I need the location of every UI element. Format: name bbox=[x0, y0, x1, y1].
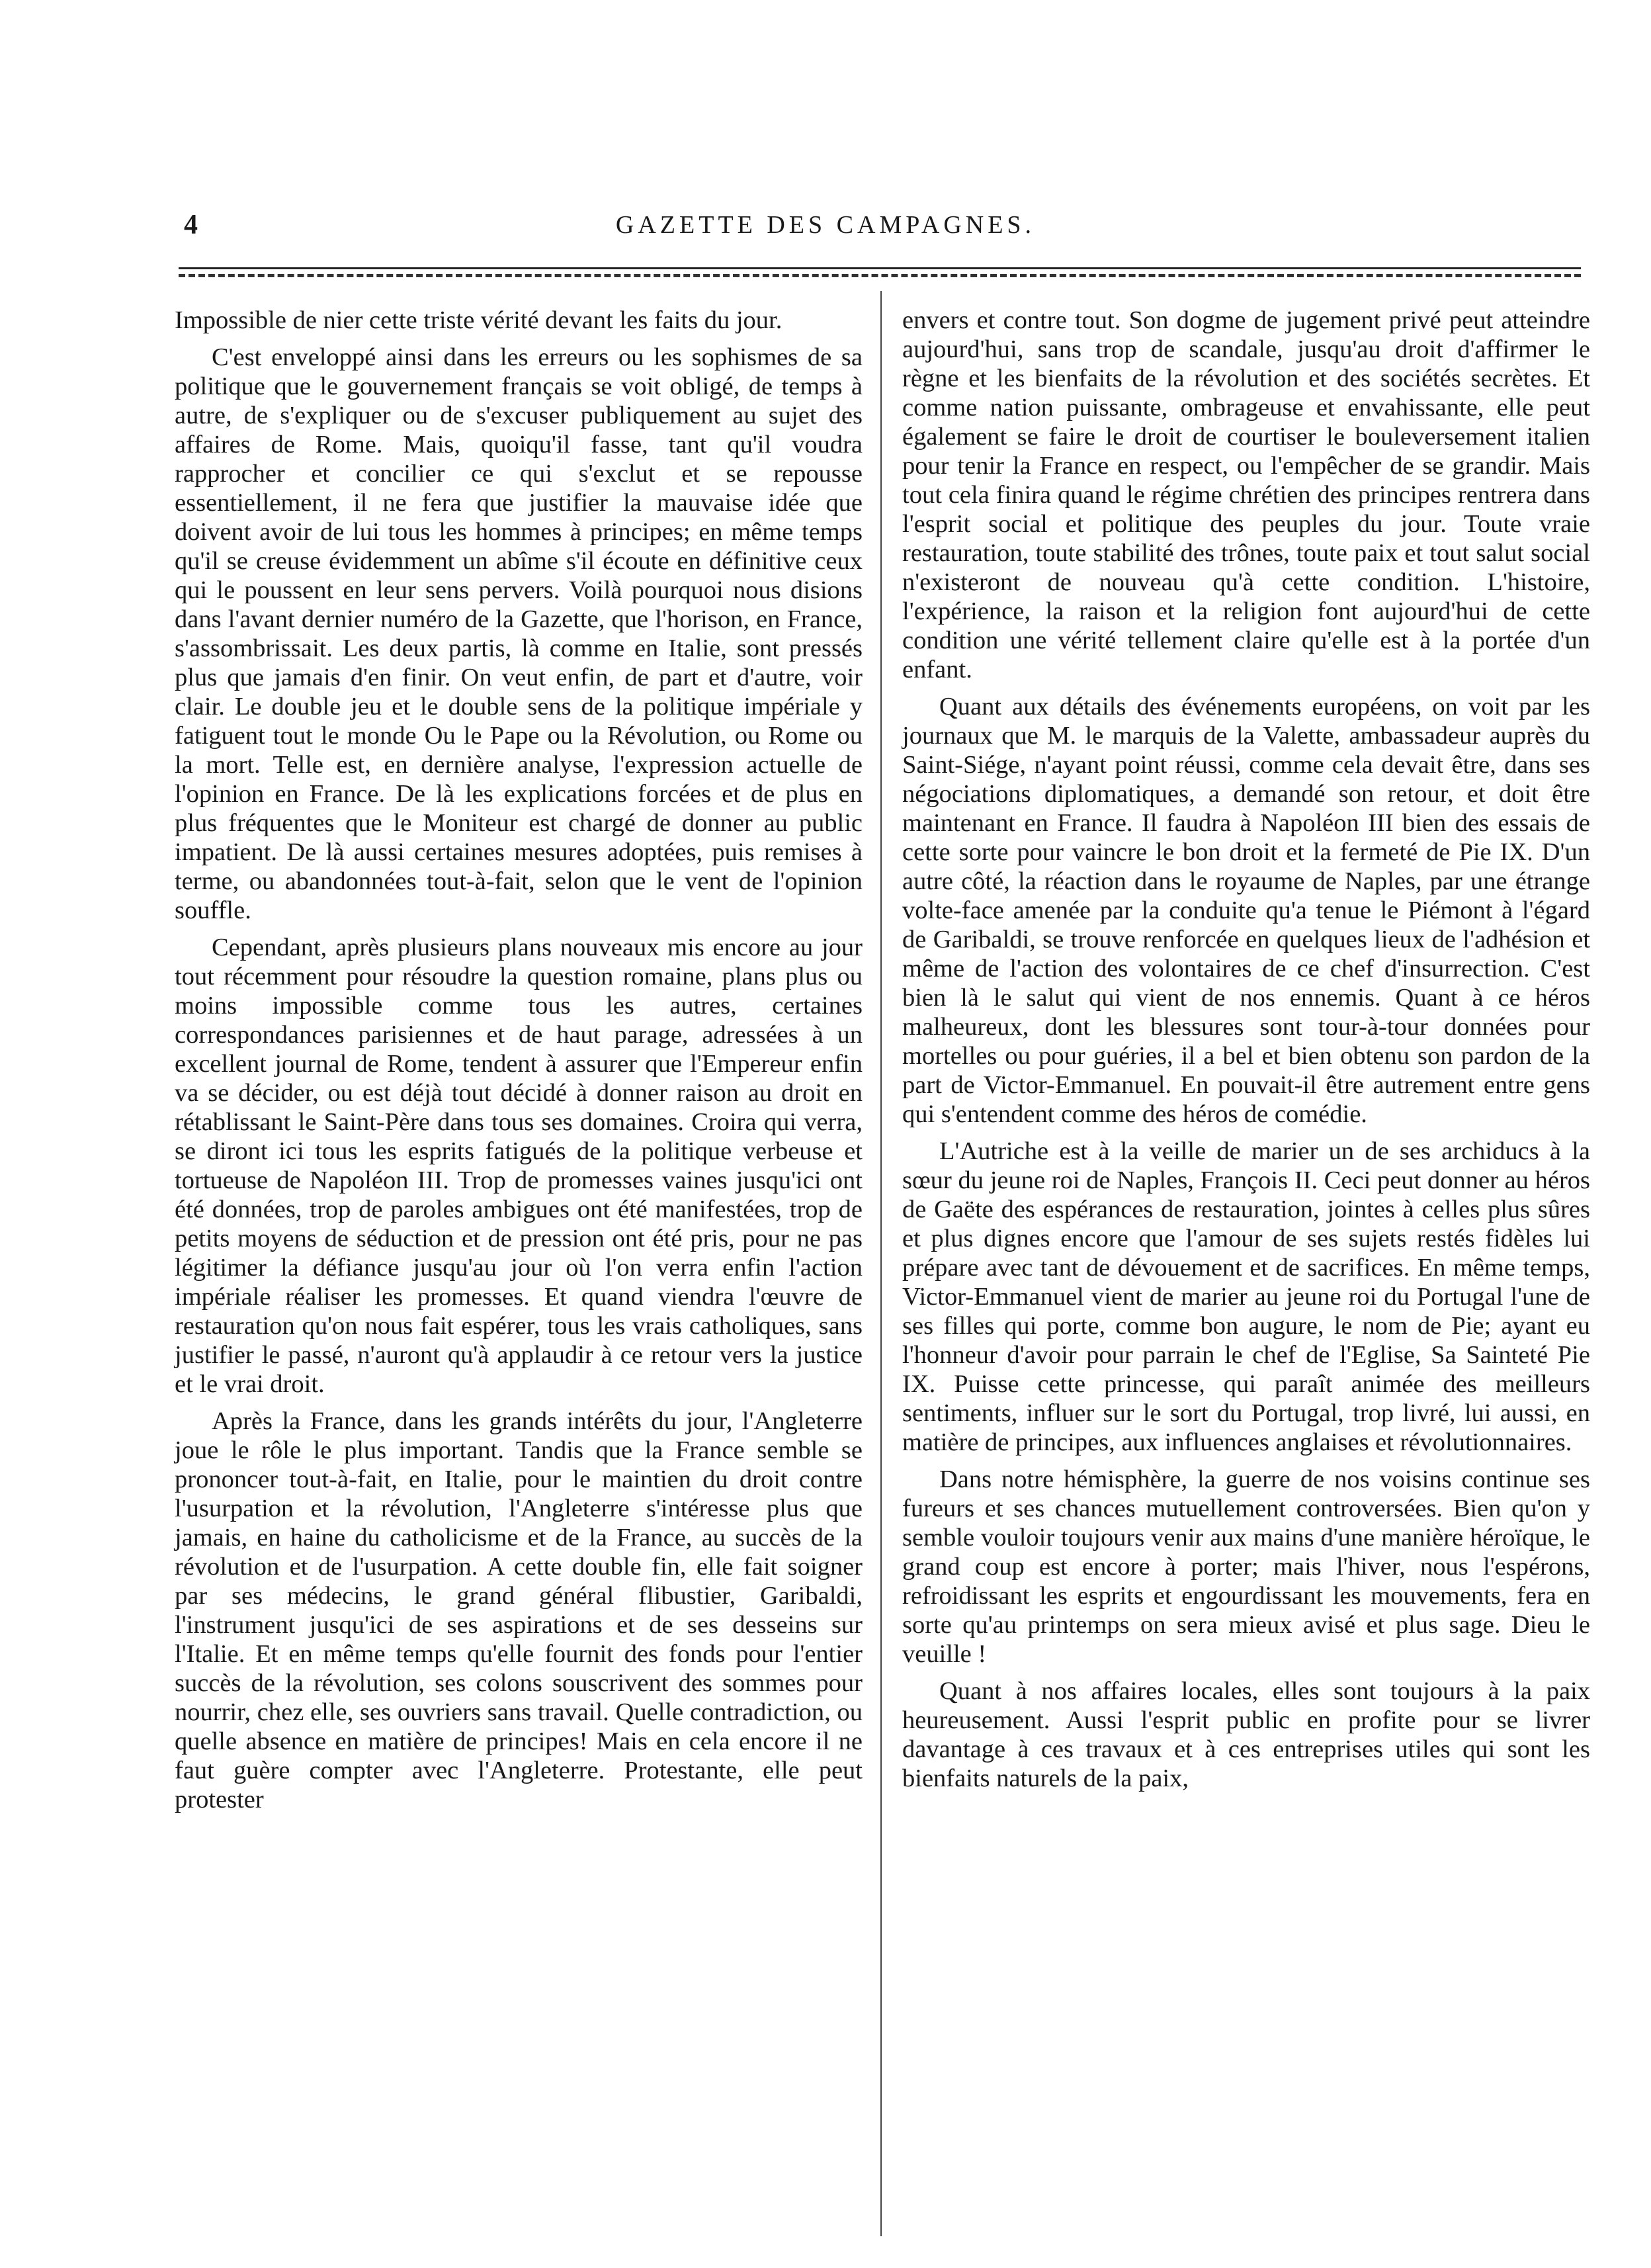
header-rule bbox=[179, 267, 1581, 269]
header-ornament-rule bbox=[179, 274, 1581, 277]
right-column bbox=[902, 306, 1590, 1801]
page-number: 4 bbox=[184, 210, 198, 240]
paragraph: Cependant, après plusieurs plans nouveaux mis encore au jour tout récemment pour résoudre la question romaine, plans plus ou moins impossible comme tous les autres, certaines correspondances parisiennes et de haut parage, adressées à un excellent journal de Rome, tendent à assurer que l'Empereur enfin va se décider, ou est déjà tout décidé à donner raison au droit en rétablissant le Saint-Père dans tous ses domaines. Croira qui verra, se diront ici tous les esprits fatigués de la politique verbeuse et tortueuse de Napoléon III. Trop de promesses vaines jusqu'ici ont été données, trop de paroles ambigues ont été manifestées, trop de petits moyens de séduction et de pression ont été pris, pour ne pas légitimer la défiance jusqu'au jour où l'on verra enfin l'action impériale réaliser les promesses. Et quand viendra l'œuvre de restauration qu'on nous fait espérer, tous les vrais catholiques, sans justifier le passé, n'auront qu'à applaudir à ce retour vers la justice et le vrai droit. bbox=[175, 934, 863, 1398]
paragraph: Dans notre hémisphère, la guerre de nos voisins continue ses fureurs et ses chances mutuellement controversées. Bien qu'on y semble vouloir toujours venir aux mains d'une manière héroïque, le grand coup est encore à porter; mais l'hiver, nous l'espérons, refroidissant les esprits et engourdissant les mouvements, fera en sorte qu'au printemps on sera mieux avisé et plus sage. Dieu le veuille ! bbox=[902, 1465, 1590, 1668]
paragraph: envers et contre tout. Son dogme de jugement privé peut atteindre aujourd'hui, sans trop de scandale, jusqu'au droit d'affirmer le règne et les bienfaits de la révolution et des sociétés secrètes. Et comme nation puissante, ombrageuse et envahissante, elle peut également se faire le droit de courtiser le bouleversement italien pour tenir la France en respect, ou l'empêcher de se grandir. Mais tout cela finira quand le régime chrétien des principes rentrera dans l'esprit social et politique des peuples du jour. Toute vraie restauration, toute stabilité des trônes, toute paix et tout salut social n'existeront de nouveau qu'à cette condition. L'histoire, l'expérience, la raison et la religion font aujourd'hui de cette condition une vérité tellement claire qu'elle est à la portée d'un enfant. bbox=[902, 306, 1590, 683]
column-divider bbox=[880, 291, 882, 2236]
left-column bbox=[175, 306, 863, 1822]
paragraph: Impossible de nier cette triste vérité devant les faits du jour. bbox=[175, 306, 783, 334]
running-head-title: GAZETTE DES CAMPAGNES. bbox=[615, 211, 1036, 239]
paragraph: L'Autriche est à la veille de marier un de ses archiducs à la sœur du jeune roi de Naples, François II. Ceci peut donner au héros de Gaëte des espérances de restauration, jointes à celles plus sûres et plus dignes encore que l'amour de ses sujets restés fidèles lui prépare avec tant de dévouement et de sacrifices. En même temps, Victor-Emmanuel vient de marier au jeune roi du Portugal l'une de ses filles qui porte, comme bon augure, le nom de Pie; ayant eu l'honneur d'avoir pour parrain le chef de l'Eglise, Sa Sainteté Pie IX. Puisse cette princesse, qui paraît animée des meilleurs sentiments, influer sur le sort du Portugal, trop livré, lui aussi, en matière de principes, aux influences anglaises et révolutionnaires. bbox=[902, 1137, 1590, 1456]
paragraph: Quant aux détails des événements européens, on voit par les journaux que M. le marquis de la Valette, ambassadeur auprès du Saint-Siége, n'ayant point réussi, comme cela devait être, dans ses négociations diplomatiques, a demandé son retour, et doit être maintenant en France. Il faudra à Napoléon III bien des essais de cette sorte pour vaincre le bon droit et la fermeté de Pie IX. D'un autre côté, la réaction dans le royaume de Naples, par une étrange volte-face amenée par la conduite qu'a tenue le Piémont à l'égard de Garibaldi, se trouve renforcée en quelques lieux de l'adhésion et même de l'action des volontaires de ce chef d'insurrection. C'est bien là le salut qui vient de nos ennemis. Quant à ce héros malheureux, dont les blessures sont tour-à-tour données pour mortelles ou pour guéries, il a bel et bien obtenu son pardon de la part de Victor-Emmanuel. En pouvait-il être autrement entre gens qui s'entendent comme des héros de comédie. bbox=[902, 693, 1590, 1128]
paragraph: Quant à nos affaires locales, elles sont toujours à la paix heureusement. Aussi l'esprit public en profite pour se livrer davantage à ces travaux et à ces entreprises utiles qui sont les bienfaits naturels de la paix, bbox=[902, 1677, 1590, 1792]
paragraph: C'est enveloppé ainsi dans les erreurs ou les sophismes de sa politique que le gouvernement français se voit obligé, de temps à autre, de s'expliquer ou de s'excuser publiquement au sujet des affaires de Rome. Mais, quoiqu'il fasse, tant qu'il voudra rapprocher et concilier ce qui s'exclut et se repousse essentiellement, il ne fera que justifier la mauvaise idée que doivent avoir de lui tous les hommes à principes; en même temps qu'il se creuse évidemment un abîme s'il écoute en définitive ceux qui le poussent en leur sens pervers. Voilà pourquoi nous disions dans l'avant dernier numéro de la Gazette, que l'horison, en France, s'assombrissait. Les deux partis, là comme en Italie, sont pressés plus que jamais d'en finir. On veut enfin, de part et d'autre, voir clair. Le double jeu et le double sens de la politique impériale y fatiguent tout le monde Ou le Pape ou la Révolution, ou Rome ou la mort. Telle est, en dernière analyse, l'expression actuelle de l'opinion en France. De là les explications forcées et de plus en plus fréquentes que le Moniteur est chargé de donner au public impatient. De là aussi certaines mesures adoptées, puis remises à terme, ou abandonnées tout-à-fait, selon que le vent de l'opinion souffle. bbox=[175, 343, 863, 924]
paragraph: Après la France, dans les grands intérêts du jour, l'Angleterre joue le rôle le plus important. Tandis que la France semble se prononcer tout-à-fait, en Italie, pour le maintien du droit contre l'usurpation et la révolution, l'Angleterre s'intéresse plus que jamais, en haine du catholicisme et de la France, au succès de la révolution et de l'usurpation. A cette double fin, elle fait soigner par ses médecins, le grand général flibustier, Garibaldi, l'instrument jusqu'ici de ses aspirations et de ses desseins sur l'Italie. Et en même temps qu'elle fournit des fonds pour l'entier succès de la révolution, ses colons souscrivent des sommes pour nourrir, chez elle, ses ouvriers sans travail. Quelle contradiction, ou quelle absence en matière de principes! Mais en cela encore il ne faut guère compter avec l'Angleterre. Protestante, elle peut protester bbox=[175, 1407, 863, 1813]
